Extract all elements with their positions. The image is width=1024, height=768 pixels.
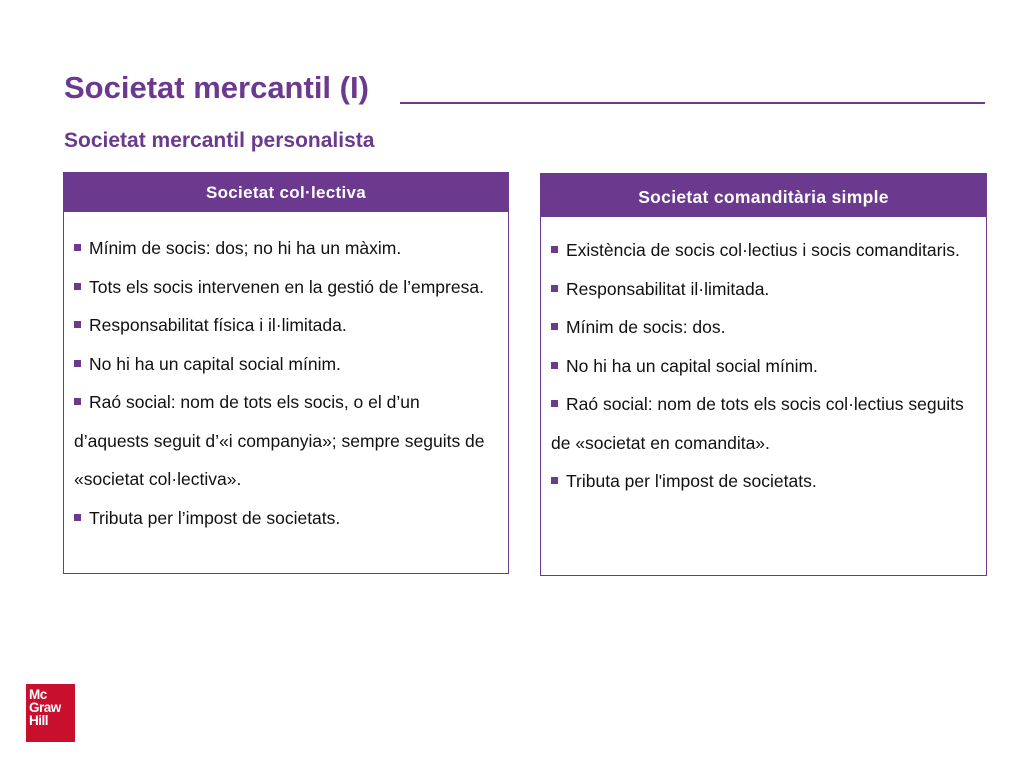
square-bullet-icon [551,477,558,484]
card-societat-collectiva [63,172,509,574]
list-item: Existència de socis col·lectius i socis comanditaris. [551,231,976,270]
list-item: Tributa per l'impost de societats. [551,462,976,501]
card-heading: Societat comanditària simple [541,174,986,217]
title-underline [400,102,985,104]
list-item: No hi ha un capital social mínim. [74,345,498,384]
square-bullet-icon [74,514,81,521]
list-item: Raó social: nom de tots els socis, o el d’un d’aquests seguit d’«i companyia»; sempre seguits de «societat col·lectiva». [74,392,485,489]
list-item: Tributa per l’impost de societats. [74,499,498,538]
page-title: Societat mercantil (I) [64,70,369,105]
bullet-list [551,231,976,501]
page-subtitle: Societat mercantil personalista [64,129,375,152]
list-item: No hi ha un capital social mínim. [551,347,976,386]
list-item: Responsabilitat física i il·limitada. [74,306,498,345]
list-item: Mínim de socis: dos. [551,308,976,347]
square-bullet-icon [551,246,558,253]
card-societat-comanditaria-simple [540,173,987,576]
list-item: Tots els socis intervenen en la gestió de l’empresa. [74,268,498,307]
list-item: Mínim de socis: dos; no hi ha un màxim. [74,229,498,268]
square-bullet-icon [551,400,558,407]
square-bullet-icon [74,398,81,405]
square-bullet-icon [551,285,558,292]
square-bullet-icon [551,323,558,330]
list-item: Raó social: nom de tots els socis col·lectius seguits de «societat en comandita». [551,394,964,453]
square-bullet-icon [551,362,558,369]
square-bullet-icon [74,321,81,328]
list-item: Responsabilitat il·limitada. [551,270,976,309]
square-bullet-icon [74,360,81,367]
square-bullet-icon [74,283,81,290]
bullet-list [74,229,498,537]
card-heading: Societat col·lectiva [64,173,508,212]
square-bullet-icon [74,244,81,251]
mcgraw-hill-logo: Mc Graw Hill [26,684,75,742]
